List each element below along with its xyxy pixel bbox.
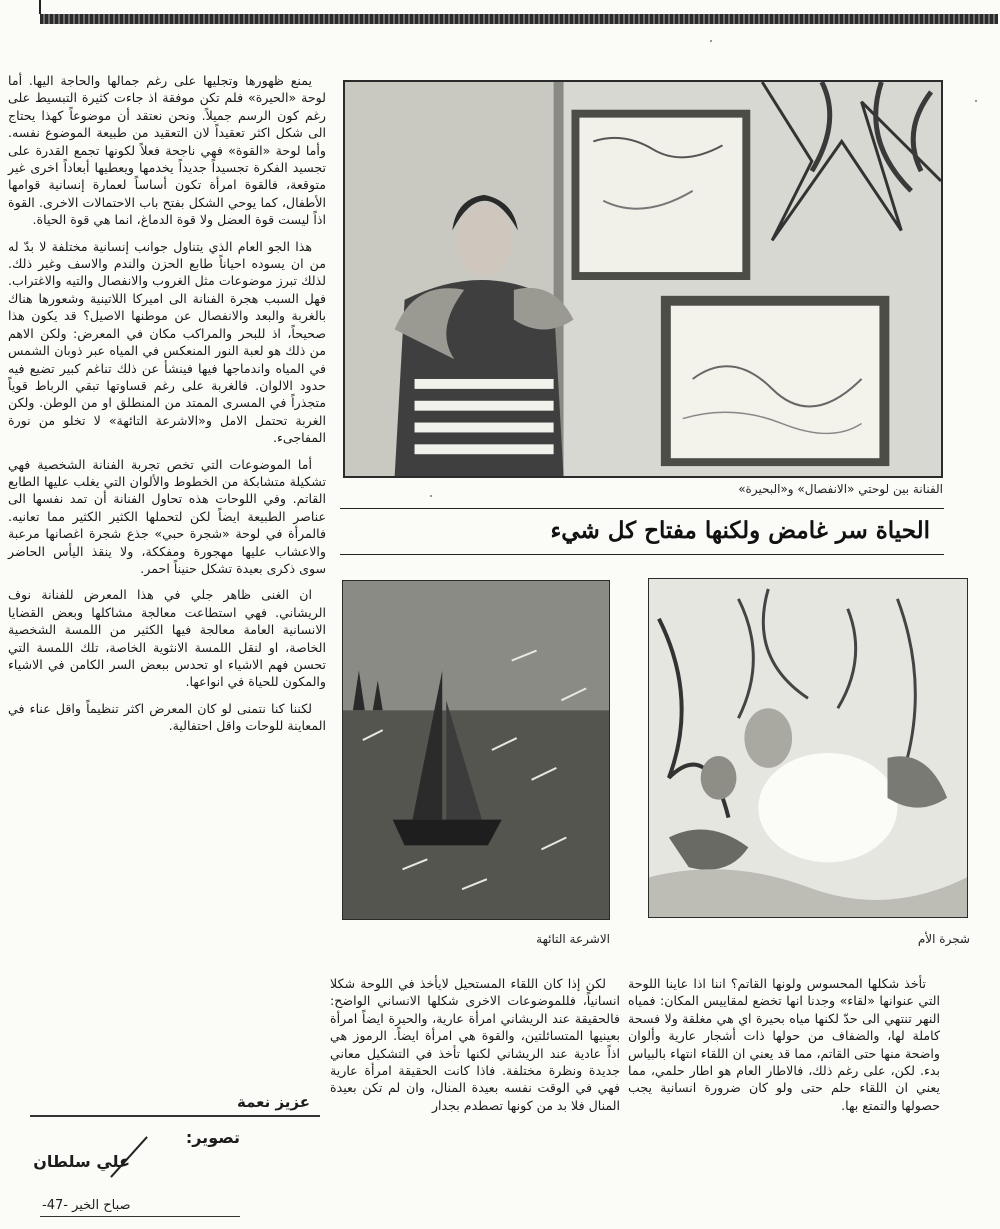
article-column-left (8, 72, 326, 744)
article-column-middle (330, 975, 620, 1123)
top-corner-tick (39, 0, 41, 14)
ships-painting-photo (342, 580, 610, 920)
tree-painting-image (649, 579, 967, 917)
tree-painting-photo (648, 578, 968, 918)
paragraph: تأخذ شكلها المحسوس ولونها القاتم؟ اننا اذا عاينا اللوحة التي عنوانها «لقاء» وجدنا انها تخضع لمقاييس المكان: فمياه النهر تنتهي الى حدّ لكنها مياه بحيرة اي هي مغلقة ولا فسحة كاملة لها، والضفاف من حولها ذات أشجار عارية وألوان واضحة منها حتى القاتم، مما قد يعني ان اللقاء انتهاء بالبياس بدء. لكن، على رغم ذلك، فالاطار العام هو اطار حلمي، مما يعني ان اللقاء حلم حتى ولو كان ضرورة انسانية يجب حصولها والتمتع بها. (628, 976, 940, 1113)
footer-rule (40, 1216, 240, 1217)
tree-caption: شجرة الأم (917, 932, 970, 946)
print-speck (975, 100, 977, 102)
paragraph: يمنع ظهورها وتجليها على رغم جمالها والحاجة اليها. أما لوحة «الحيرة» فلم تكن موفقة اذ جاءت كثيرة التبسيط على رغم كون الرسم جميلاً. ونحن نعتقد أن موضوعاً كهذا يحتاج الى شكل اكثر تعقيداً لان التعقيد من طبيعة الموضوع نفسه. وأما لوحة «القوة» فهي ناجحة فعلاً لكونها تجمع القدرة على تجسيد الفكرة تجسيداً جديداً يخدمها ويعطيها أبعاداً اخرى غير متوقعة، فالقوة امرأة تكون أساساً لعمارة إنسانية قوامها الأطفال، كما يوحي الشكل بفتح باب الاحتمالات الاخرى. القوة اذاً ليست قوة العضل ولا قوة الدماغ، انما هي قوة الحياة. (8, 73, 326, 228)
author-byline: عزيز نعمة (236, 1093, 310, 1111)
ships-caption: الاشرعة التائهة (536, 932, 610, 946)
paragraph: ان الغنى ظاهر جلي في هذا المعرض للفنانة نوف الريشاني. فهي استطاعت معالجة مشاكلها وبعض القضايا الانسانية العامة معالجة فيها الكثير من اللمسة الشخصية الخاصة، او لنقل اللمسة الانثوية الخاصة، تلك اللمسة التي تحسن فهم الاشياء او تحدس ببعض السر الكامن في الاشياء والمكون للحياة في انواعها. (8, 587, 326, 690)
print-speck (430, 495, 432, 497)
page-top-rule (40, 14, 998, 24)
article-column-right (628, 975, 940, 1123)
paragraph: لكن إذا كان اللقاء المستحيل لايأخذ في اللوحة شكلا انسانياً، فللموضوعات الاخرى شكلها الانساني الواضح: فالحقيقة عند الريشاني امرأة عارية، والحيرة ايضاً امرأة بعينيها المتسائلتين، والقوة هي امرأة ايضاً. الرموز هي اذاً عادية عند الريشاني لكنها تأخذ في التشكيل معاني جديدة ونظرة مختلفة. فاذا كانت الحقيقة امرأة عارية فهي في الوقت نفسه بعيدة المنال، وان لم تكن بعيدة المنال فلا بد من كونها تصطدم بجدار (330, 976, 620, 1113)
paragraph: هذا الجو العام الذي يتناول جوانب إنسانية مختلفة لا بدّ له من ان يسوده احياناً طابع الحزن والندم والاسف وغير ذلك. لذلك تبرز موضوعات مثل الغروب والانفصال والتيه والاغتراب. فهل السبب هجرة الفنانة الى اميركا اللاتينية وشعورها هناك بالغربة والبعد والانفصال عن موطنها الاصيل؟ قد يكون هذا صحيحاً، اذ للبحر والمراكب مكان في المعرض: ولكن الاهم من ذلك هو لعبة النور المنعكس في المياه عبر ذوبان الشمس في المياه واندماجها فيها فينشأ عن ذلك تناغم كبير تضيع فيه حدود الالوان. فالغربة على رغم قساوتها تبقي الرباط قوياً متجذراً في المسرى الممتد من المنطلق او من الوطن. ولكن الغربة تحتمل الامل و«الاشرعة التائهة» لا تخلو من نورة المفاجىء. (8, 238, 326, 446)
paragraph: لكننا كنا نتمنى لو كان المعرض اكثر تنظيماً واقل عناء في المعاينة للوحات واقل احتفالية. (8, 700, 326, 734)
ships-painting-image (343, 581, 609, 919)
photo-credit-label: تصوير: (185, 1128, 240, 1147)
article-headline: الحياة سر غامض ولكنها مفتاح كل شيء (340, 508, 944, 555)
photographer-name: علي سلطان (33, 1152, 130, 1171)
artist-photo-image (345, 82, 941, 476)
byline-rule (30, 1115, 320, 1117)
main-photo-caption: الفنانة بين لوحتي «الانفصال» و«البحيرة» (738, 482, 943, 496)
paragraph: أما الموضوعات التي تخص تجربة الفنانة الشخصية فهي تشكيلة متشابكة من الخطوط والألوان التي يغلب عليها الطابع القاتم. وفي اللوحات هذه تحاول الفنانة أن تمد نفسها الى عناصر الطبيعة ايضاً لكن لتحملها الكثير الكثير مما تعانيه. فالمرأة في لوحة «شجرة حبي» جذع شجرة اغصانها مرعبة والاعشاب عليها مهجورة ومفككة، ولا ينقذ اليأس الحاضر سوى ذكرى بعيدة تشكل حنيناً احمر. (8, 456, 326, 576)
page-footer: صباح الخير -47- (42, 1198, 131, 1213)
artist-photo (343, 80, 943, 478)
print-speck (710, 40, 712, 42)
